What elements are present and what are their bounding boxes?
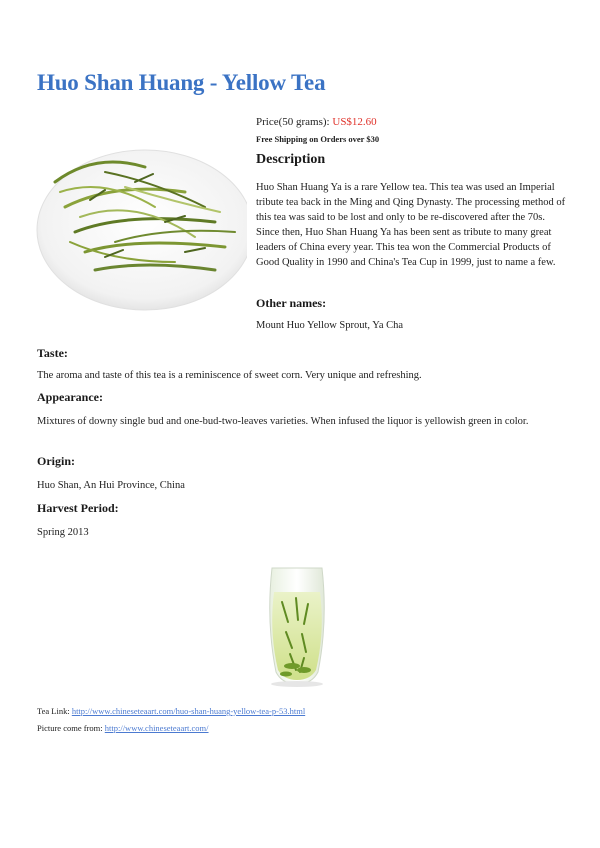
shipping-note: Free Shipping on Orders over $30 — [256, 134, 380, 144]
picture-source-link[interactable]: http://www.chineseteaart.com/ — [104, 723, 209, 733]
other-names-heading: Other names: — [256, 296, 327, 310]
other-names-text: Mount Huo Yellow Sprout, Ya Cha — [256, 320, 404, 331]
tea-link[interactable]: http://www.chineseteaart.com/huo-shan-huang-yellow-tea-p-53.html — [71, 706, 306, 716]
taste-heading: Taste: — [37, 346, 68, 360]
price-line — [256, 116, 377, 128]
page-title: Huo Shan Huang - Yellow Tea — [37, 70, 326, 95]
dry-tea-leaves-photo — [35, 112, 247, 314]
harvest-text: Spring 2013 — [37, 527, 89, 538]
harvest-heading: Harvest Period: — [37, 501, 119, 515]
appearance-heading: Appearance: — [37, 390, 103, 404]
price-label: Price(50 grams): — [256, 116, 330, 128]
tea-link-label: Tea Link: — [37, 706, 70, 716]
origin-text: Huo Shan, An Hui Province, China — [37, 480, 185, 491]
taste-text: The aroma and taste of this tea is a reminiscence of sweet corn. Very unique and refreshing. — [37, 370, 422, 381]
price-value: US$12.60 — [332, 116, 377, 128]
picture-source-label: Picture come from: — [37, 723, 103, 733]
tea-link-line — [37, 706, 305, 716]
origin-heading: Origin: — [37, 454, 75, 468]
appearance-text: Mixtures of downy single bud and one-bud-two-leaves varieties. When infused the liquor is yellowish green in color. — [37, 416, 529, 427]
brewed-tea-glass-photo — [262, 562, 332, 688]
picture-source-line — [37, 723, 209, 733]
description-text: Huo Shan Huang Ya is a rare Yellow tea. This tea was used an Imperial tribute tea back in the Ming and Qing Dynasty. The processing method of this tea was said to be lost and only to be re-discovered after the 70s. Since then, Huo Shan Huang Ya has been sent as tribute to many great leaders of China every year. This tea won the Commercial Products of Good Quality in 1990 and China's Tea Cup in 1999, just to name a few. — [256, 182, 566, 268]
description-heading: Description — [256, 152, 326, 167]
